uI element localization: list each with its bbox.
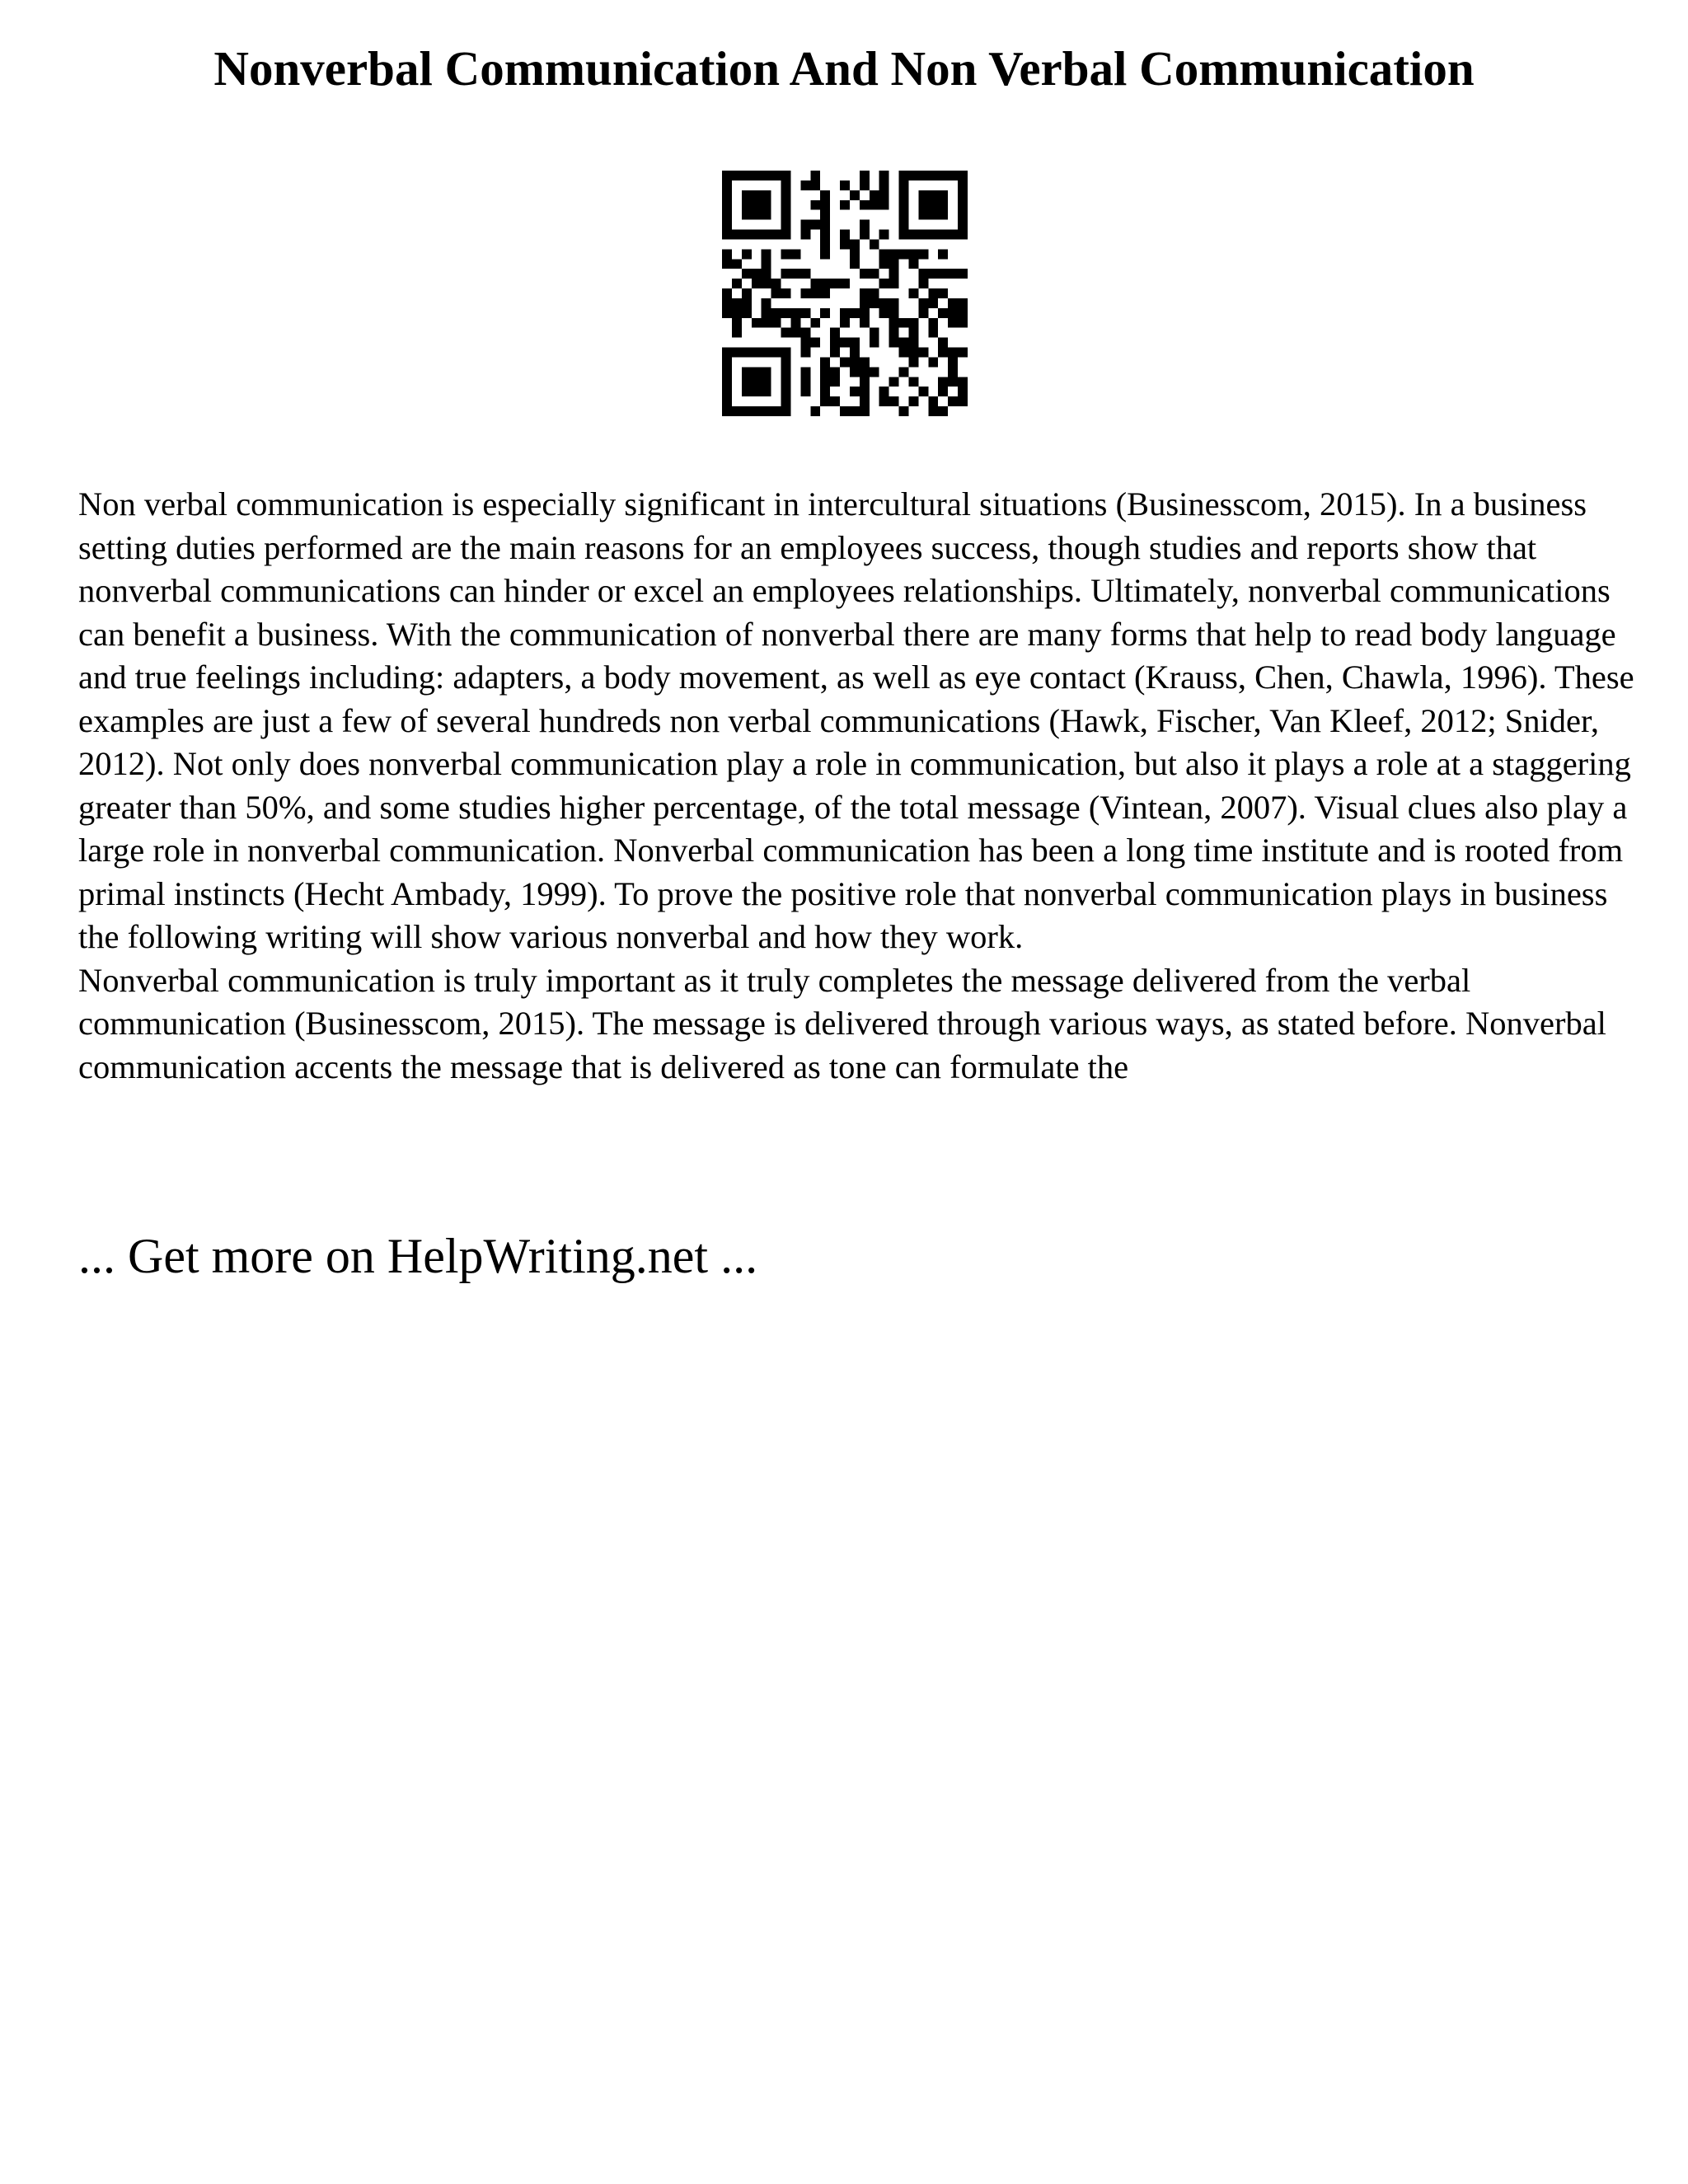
document-body	[78, 483, 1644, 1089]
get-more-link[interactable]: ... Get more on HelpWriting.net ...	[78, 1229, 758, 1283]
document-title: Nonverbal Communication And Non Verbal Communication	[213, 41, 1475, 96]
body-paragraph-2: Nonverbal communication is truly important as it truly completes the message delivered from the verbal communication (Businesscom, 2015). The message is delivered through various ways, as stated before. Nonverbal communication accents the message that is delivered as tone can formulate the	[78, 961, 1606, 1085]
qr-code-icon	[722, 171, 968, 416]
body-paragraph-1: Non verbal communication is especially significant in intercultural situations (Businesscom, 2015). In a business setting duties performed are the main reasons for an employees success, though studies and reports show that nonverbal communications can hinder or excel an employees relationships. Ultimately, nonverbal communications can benefit a business. With the communication of nonverbal there are many forms that help to read body language and true feelings including: adapters, a body movement, as well as eye contact (Krauss, Chen, Chawla, 1996). These examples are just a few of several hundreds non verbal communications (Hawk, Fischer, Van Kleef, 2012; Snider, 2012). Not only does nonverbal communication play a role in communication, but also it plays a role at a staggering greater than 50%, and some studies higher percentage, of the total message (Vintean, 2007). Visual clues also play a large role in nonverbal communication. Nonverbal communication has been a long time institute and is rooted from primal instincts (Hecht Ambady, 1999). To prove the positive role that nonverbal communication plays in business the following writing will show various nonverbal and how they work.	[78, 485, 1634, 955]
